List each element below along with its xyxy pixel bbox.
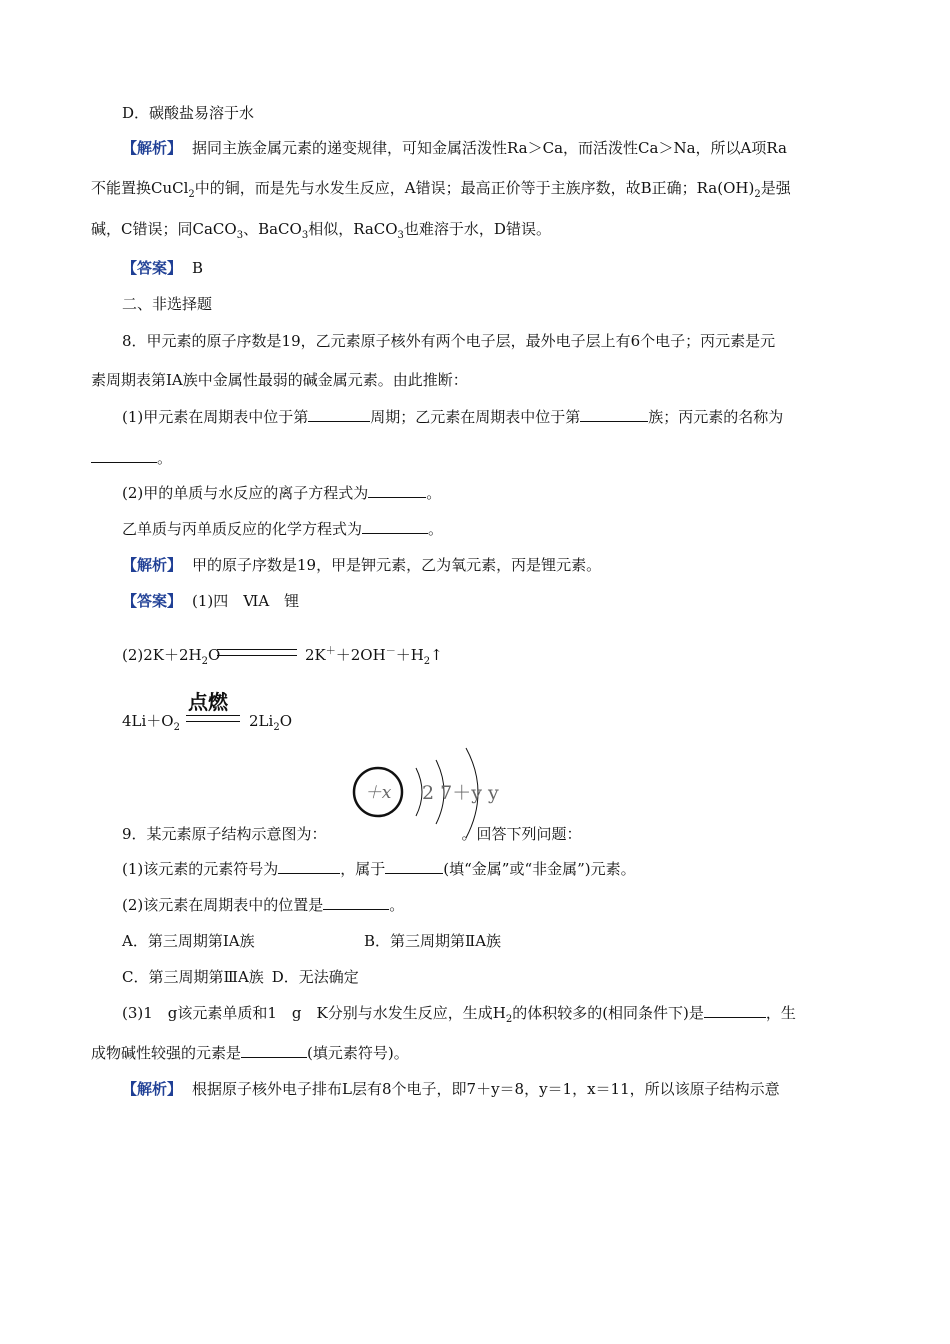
q8-answer xyxy=(122,591,299,611)
text-run: ↑ xyxy=(430,646,443,664)
subscript: 3 xyxy=(236,230,244,241)
subscript: 2 xyxy=(273,722,280,733)
text-run: (填元素符号)。 xyxy=(307,1044,409,1062)
q7-analysis-line2 xyxy=(91,178,791,198)
q8-part2 xyxy=(122,483,441,503)
superscript: ＋ xyxy=(325,646,336,657)
q8-part3 xyxy=(122,519,443,539)
text-run: 也难溶于水，D错误。 xyxy=(403,220,551,238)
q9-part2 xyxy=(122,895,404,915)
answer-blank[interactable] xyxy=(580,407,648,422)
q9-option-b: B．第三周期第ⅡA族 xyxy=(364,932,502,950)
answer-blank[interactable] xyxy=(308,407,370,422)
text-run: 2Li xyxy=(249,712,274,730)
analysis-tag: 【解析】 xyxy=(122,1080,183,1098)
text-run: 的体积较多的(相同条件下)是 xyxy=(512,1004,704,1022)
text-run: 、BaCO xyxy=(243,220,302,238)
answer-blank[interactable] xyxy=(323,895,389,910)
text-run: 周期；乙元素在周期表中位于第 xyxy=(370,408,581,426)
text-run: 碱，C错误；同CaCO xyxy=(91,220,237,238)
subscript: 2 xyxy=(188,189,195,200)
equation-1-right xyxy=(305,645,443,665)
answer-blank[interactable] xyxy=(385,859,443,874)
text-run: D．无法确定 xyxy=(271,968,359,986)
text-run: 成物碱性较强的元素是 xyxy=(91,1044,242,1062)
subscript: 2 xyxy=(201,656,208,667)
subscript: 3 xyxy=(301,230,309,241)
q9-part3 xyxy=(122,1003,796,1023)
nucleus-label: ＋x xyxy=(364,783,392,803)
answer-tag: 【答案】 xyxy=(122,259,183,277)
subscript: 2 xyxy=(754,189,761,200)
answer-blank[interactable] xyxy=(362,519,428,534)
text-run: 。 xyxy=(389,896,405,914)
q8-analysis xyxy=(122,555,601,575)
text-run: 族；丙元素的名称为 xyxy=(648,408,784,426)
answer-text: B xyxy=(192,259,204,277)
text-run: 4Li＋O xyxy=(122,712,174,730)
text-run: 。 xyxy=(426,484,442,502)
equals-sign xyxy=(186,715,240,722)
equation-1-left xyxy=(122,645,220,665)
text-run: (2)该元素在周期表中的位置是 xyxy=(122,896,324,914)
text-run: ＋2OH xyxy=(335,646,386,664)
text-run: ，生 xyxy=(765,1004,796,1022)
analysis-text: 根据原子核外电子排布L层有8个电子，即7＋y＝8，y＝1，x＝11，所以该原子结构示意 xyxy=(192,1080,780,1098)
text-run: 9．某元素原子结构示意图为： xyxy=(122,825,327,843)
text-run: ，属于 xyxy=(340,860,386,878)
analysis-text: 甲的原子序数是19，甲是钾元素，乙为氧元素，丙是锂元素。 xyxy=(192,556,602,574)
q7-analysis-line3 xyxy=(91,219,551,239)
text-run: 。 xyxy=(428,520,444,538)
shell-electron-labels: 2 7＋y y xyxy=(422,782,499,804)
q8-stem-line1: 8．甲元素的原子序数是19，乙元素原子核外有两个电子层，最外电子层上有6个电子；丙元素是元 xyxy=(122,332,776,350)
subscript: 2 xyxy=(173,722,180,733)
answer-blank[interactable] xyxy=(278,859,340,874)
text-run: 中的铜，而是先与水发生反应，A错误；最高正价等于主族序数，故B正确；Ra(OH) xyxy=(194,179,755,197)
text-run: (填“金属”或“非金属”)元素。 xyxy=(443,860,636,878)
analysis-tag: 【解析】 xyxy=(122,139,183,157)
analysis-tag: 【解析】 xyxy=(122,556,183,574)
q8-part1 xyxy=(122,407,783,427)
text-run: 是强 xyxy=(760,179,791,197)
text-run: 相似，RaCO xyxy=(308,220,398,238)
answer-tag: 【答案】 xyxy=(122,592,183,610)
q9-option-c-d xyxy=(122,967,359,987)
text-run: 不能置换CuCl xyxy=(91,179,189,197)
q8-stem-line2: 素周期表第ⅠA族中金属性最弱的碱金属元素。由此推断： xyxy=(91,371,468,389)
subscript: 3 xyxy=(397,230,404,241)
q7-answer xyxy=(122,258,203,278)
text-run: O xyxy=(208,646,221,664)
text-run: 乙单质与丙单质反应的化学方程式为 xyxy=(122,520,363,538)
subscript: 2 xyxy=(423,656,431,667)
text-run: 2K xyxy=(305,646,326,664)
subscript: 2 xyxy=(505,1014,513,1025)
q9-stem xyxy=(122,824,582,844)
equals-sign xyxy=(217,649,297,656)
text-run: (1)甲元素在周期表中位于第 xyxy=(122,408,309,426)
answer-blank[interactable] xyxy=(91,448,157,463)
superscript: － xyxy=(385,646,396,657)
section-heading: 二、非选择题 xyxy=(122,295,213,313)
equation-2-right xyxy=(249,711,292,731)
q8-part1-cont xyxy=(91,448,172,468)
q9-part3-cont xyxy=(91,1043,409,1063)
q7-option-d: D．碳酸盐易溶于水 xyxy=(122,104,255,122)
text-run: ＋H xyxy=(395,646,424,664)
answer-blank[interactable] xyxy=(241,1043,307,1058)
q9-analysis xyxy=(122,1079,780,1099)
q9-part1 xyxy=(122,859,636,879)
text-run: C．第三周期第ⅢA族 xyxy=(122,968,264,986)
text-run: (2)2K＋2H xyxy=(122,646,202,664)
text-run: (1)该元素的元素符号为 xyxy=(122,860,279,878)
text-run: 。回答下列问题： xyxy=(461,825,582,843)
q9-option-a: A．第三周期第ⅠA族 xyxy=(122,932,255,950)
text-run: O xyxy=(279,712,292,730)
text-run: (3)1 g该元素单质和1 g K分别与水发生反应，生成H xyxy=(122,1004,506,1022)
text-run: 。 xyxy=(157,449,173,467)
q7-analysis-line1 xyxy=(122,138,787,158)
reaction-condition: 点燃 xyxy=(188,690,228,714)
answer-text: (1)四 ⅥA 锂 xyxy=(192,592,300,610)
analysis-text: 据同主族金属元素的递变规律，可知金属活泼性Ra＞Ca，而活泼性Ca＞Na，所以A项Ra xyxy=(192,139,787,157)
answer-blank[interactable] xyxy=(704,1003,766,1018)
text-run: (2)甲的单质与水反应的离子方程式为 xyxy=(122,484,369,502)
answer-blank[interactable] xyxy=(368,483,426,498)
equation-2-left xyxy=(122,711,180,731)
